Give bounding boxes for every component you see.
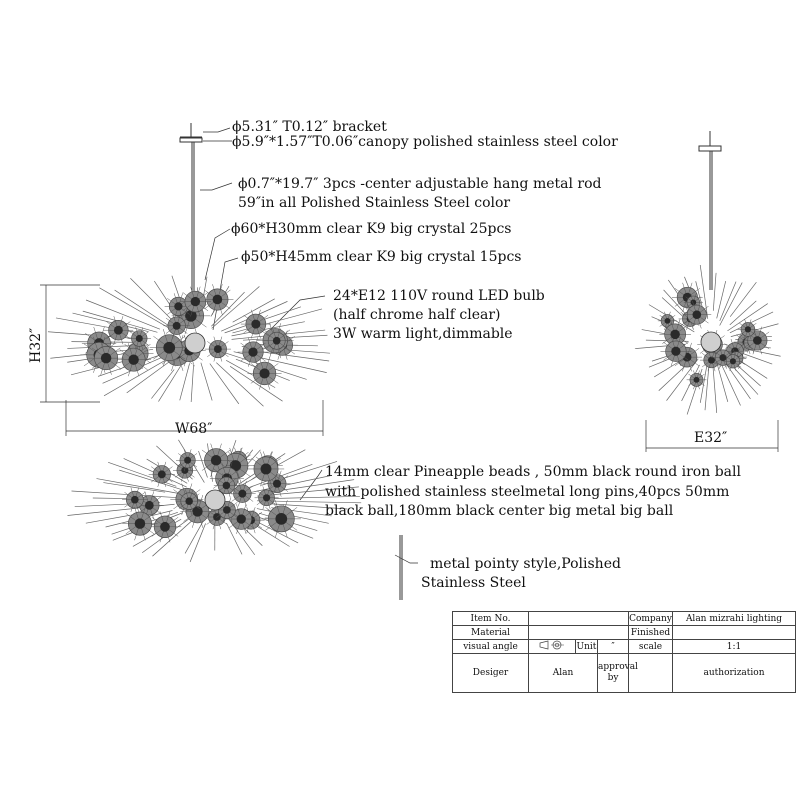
bulb-note-line3: 3W warm light,dimmable [333,326,513,342]
end-label: E32″ [694,430,728,446]
unit-label: Unit [576,641,597,652]
width-label: W68″ [175,421,213,437]
beads-note-line1: 14mm clear Pineapple beads , 50mm black round iron ball [325,464,741,480]
projection-symbol-icon [529,640,576,654]
pins-note-line2: Stainless Steel [421,575,526,591]
side-view-fixture [635,265,781,414]
crystal-50-note: ϕ50*H45mm clear K9 big crystal 15pcs [241,249,522,265]
front-canopy [180,123,202,300]
finished-value [673,626,796,640]
finished-label: Finished [629,626,673,640]
canopy-note: ϕ5.9″*1.57″T0.06″canopy polished stainless steel color [232,134,618,150]
item-no-label: Item No. [453,612,529,626]
material-label: Material [453,626,529,640]
scale-label: scale [629,640,673,654]
pins-note-line1: metal pointy style,Polished [430,556,621,572]
designer-label: Desiger [453,654,529,693]
beads-note-line3: black ball,180mm black center big metal big ball [325,503,674,519]
bulb-note-line1: 24*E12 110V round LED bulb [333,288,545,304]
unit-value: ″ [598,640,629,654]
pin-detail [400,535,402,600]
rod-note-line1: ϕ0.7″*19.7″ 3pcs -center adjustable hang metal rod [238,176,602,192]
approval-label: approval by [598,654,629,693]
side-canopy [699,131,721,290]
approval-value [629,654,673,693]
bulb-note-line2: (half chrome half clear) [333,307,501,323]
beads-note-line2: with polished stainless steelmetal long pins,40pcs 50mm [325,484,730,500]
visual-angle-label: visual angle [453,640,529,654]
title-block [452,611,795,692]
top-view-fixture [67,440,361,562]
scale-value: 1:1 [673,640,796,654]
authorization-label: authorization [673,654,796,693]
item-no-value [529,612,629,626]
crystal-60-note: ϕ60*H30mm clear K9 big crystal 25pcs [231,221,512,237]
material-value [529,626,629,640]
designer-value: Alan [529,654,598,693]
company-label: Company [629,613,672,624]
company-value: Alan mizrahi lighting [673,612,796,626]
height-label: H32″ [28,327,44,363]
bracket-note: ϕ5.31″ T0.12″ bracket [232,119,387,135]
front-view-fixture [48,276,330,407]
rod-note-line2: 59″in all Polished Stainless Steel color [238,195,511,211]
